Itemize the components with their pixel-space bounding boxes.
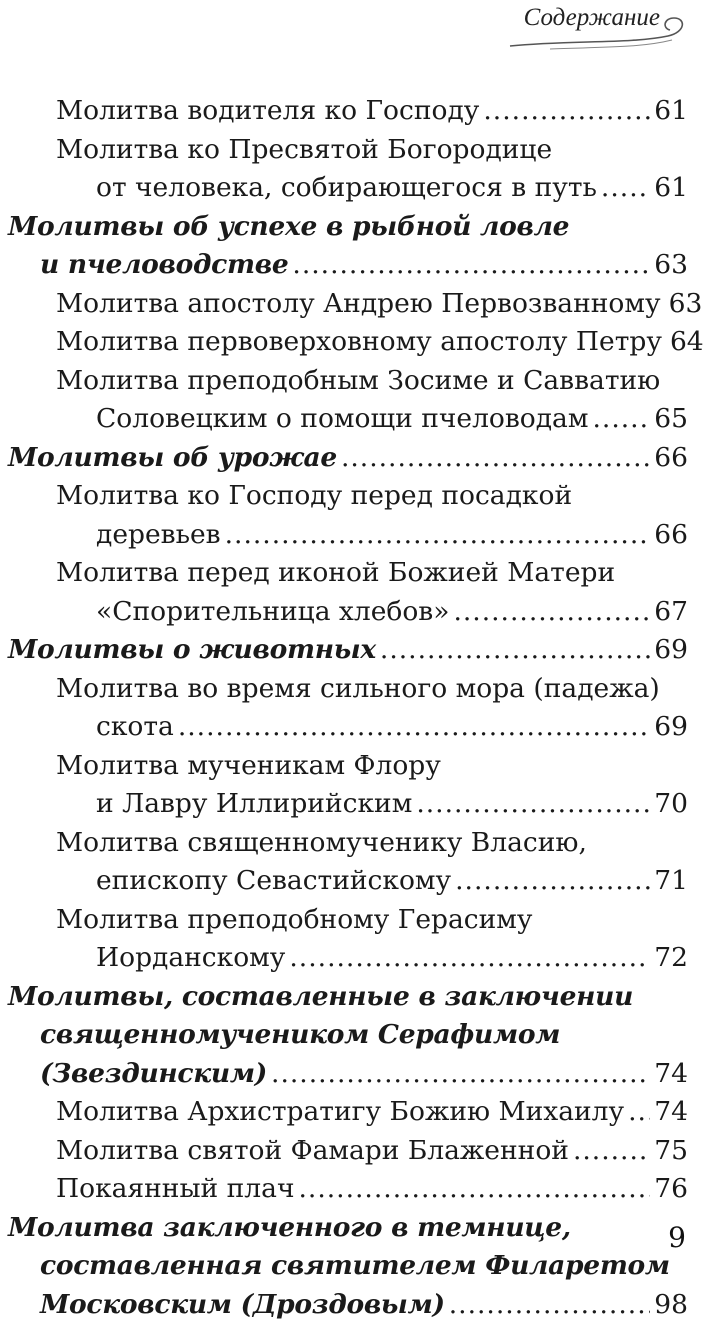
toc-line [0,862,704,901]
toc-line [0,477,704,516]
toc-entry [0,362,704,439]
toc-entry-title: Молитва во время сильного мора (падежа) [56,673,660,704]
dot-leader [292,246,650,285]
toc-entry-title: Молитва преподобным Зосиме и Савватию [56,365,660,396]
toc-page-number: 66 [654,516,688,555]
toc-page-number: 74 [654,1093,688,1132]
toc-page-number: 61 [654,92,688,131]
dot-leader [573,1132,650,1171]
toc-entry-title: Молитва водителя ко Господу [56,92,479,131]
toc-entry-title: «Спорительница хлебов» [96,593,449,632]
toc-entry [0,323,704,362]
toc-entry-title: (Звездинским) [40,1055,267,1094]
dot-leader [453,593,650,632]
toc-entry [0,285,704,324]
page-number: 9 [668,1221,686,1254]
toc-line [0,1247,704,1286]
toc-line [0,747,704,786]
toc-entry [0,554,704,631]
toc-line [0,208,704,247]
toc-entry [0,1132,704,1171]
toc-page-number: 71 [654,862,688,901]
toc-section-entry [0,208,704,285]
toc-page-number: 67 [654,593,688,632]
toc-page-number: 72 [654,939,688,978]
toc-line [0,593,704,632]
toc-entry-title: Иорданскому [96,939,285,978]
toc-page-number: 64 [670,323,704,362]
toc-entry-title: Молитвы об успехе в рыбной ловле [8,211,569,242]
toc-page-number: 63 [654,246,688,285]
toc-entry [0,477,704,554]
ornament-swirl-icon [440,10,690,52]
dot-leader [271,1055,650,1094]
toc-entry [0,747,704,824]
dot-leader [289,939,650,978]
toc-entry [0,670,704,747]
toc-line [0,670,704,709]
toc-page-number: 75 [654,1132,688,1171]
dot-leader [455,862,650,901]
toc-page-number: 98 [654,1286,688,1324]
toc-page-number: 74 [654,1055,688,1094]
toc-section-entry [0,631,704,670]
toc-entry-title: Молитва мученикам Флору [56,750,441,781]
toc-entry-title: составленная святителем Филаретом [40,1250,670,1281]
toc-entry-title: и Лавру Иллирийским [96,785,412,824]
dot-leader [341,439,650,478]
toc-line [0,824,704,863]
toc-entry-title: Московским (Дроздовым) [40,1286,445,1324]
toc-entry-title: и пчеловодстве [40,246,288,285]
dot-leader [225,516,651,555]
toc-line [0,1132,704,1171]
toc-entry-title: Молитвы о животных [8,631,376,670]
toc-line [0,362,704,401]
dot-leader [628,1093,650,1132]
toc-line [0,400,704,439]
toc-entry [0,1170,704,1209]
toc-entry-title: Молитва Архистратигу Божию Михаилу [56,1093,624,1132]
toc-line [0,1055,704,1094]
toc-line [0,516,704,555]
dot-leader [592,400,650,439]
running-header-title: Содержание [524,4,660,32]
toc-section-entry [0,978,704,1094]
dot-leader [449,1286,651,1324]
toc-line [0,1170,704,1209]
dot-leader [601,169,650,208]
toc-line [0,708,704,747]
dot-leader [380,631,650,670]
toc-page-number: 69 [654,708,688,747]
toc-line [0,901,704,940]
toc-entry-title: Молитва ко Пресвятой Богородице [56,134,552,165]
toc-line [0,785,704,824]
toc-page-number: 69 [654,631,688,670]
toc-entry-title: Молитвы об урожае [8,439,337,478]
toc-page-number: 65 [654,400,688,439]
toc-entry [0,92,704,131]
toc-entry-title: Молитвы, составленные в заключении [8,981,633,1012]
toc-page-number: 63 [669,285,703,324]
toc-entry [0,131,704,208]
toc-page-number: 61 [654,169,688,208]
toc-entry-title: Молитва перед иконой Божией Матери [56,557,615,588]
toc-entry-title: Молитва заключенного в темнице, [8,1212,571,1243]
toc-page-number: 70 [654,785,688,824]
toc-line [0,285,704,324]
toc-section-entry [0,439,704,478]
toc-line [0,939,704,978]
toc-entry-title: Молитва апостолу Андрею Первозванному [56,285,661,324]
toc-line [0,554,704,593]
toc-entry-title: Молитва священномученику Власию, [56,827,587,858]
toc-line [0,631,704,670]
toc-line [0,246,704,285]
dot-leader [416,785,650,824]
toc-line [0,92,704,131]
toc-line [0,1016,704,1055]
toc-line [0,978,704,1017]
toc-entry-title: Покаянный плач [56,1170,294,1209]
toc-entry-title: Молитва ко Господу перед посадкой [56,480,572,511]
toc-line [0,1093,704,1132]
toc-section-entry [0,1209,704,1324]
toc-line [0,169,704,208]
toc-entry-title: Соловецким о помощи пчеловодам [96,400,588,439]
toc-entry-title: деревьев [96,516,221,555]
toc-entry [0,824,704,901]
toc-entry [0,1093,704,1132]
toc-entry-title: от человека, собирающегося в путь [96,169,597,208]
dot-leader [298,1170,650,1209]
toc-entry-title: епископу Севастийскому [96,862,451,901]
table-of-contents [0,92,704,1324]
toc-entry-title: Молитва святой Фамари Блаженной [56,1132,569,1171]
toc-entry [0,901,704,978]
running-header [440,4,690,52]
toc-line [0,323,704,362]
toc-line [0,1209,704,1248]
toc-line [0,1286,704,1324]
toc-entry-title: скота [96,708,174,747]
toc-entry-title: священномучеником Серафимом [40,1019,560,1050]
toc-line [0,439,704,478]
toc-line [0,131,704,170]
toc-page-number: 66 [654,439,688,478]
toc-entry-title: Молитва первоверховному апостолу Петру [56,323,662,362]
toc-entry-title: Молитва преподобному Герасиму [56,904,532,935]
dot-leader [483,92,650,131]
dot-leader [178,708,650,747]
toc-page-number: 76 [654,1170,688,1209]
